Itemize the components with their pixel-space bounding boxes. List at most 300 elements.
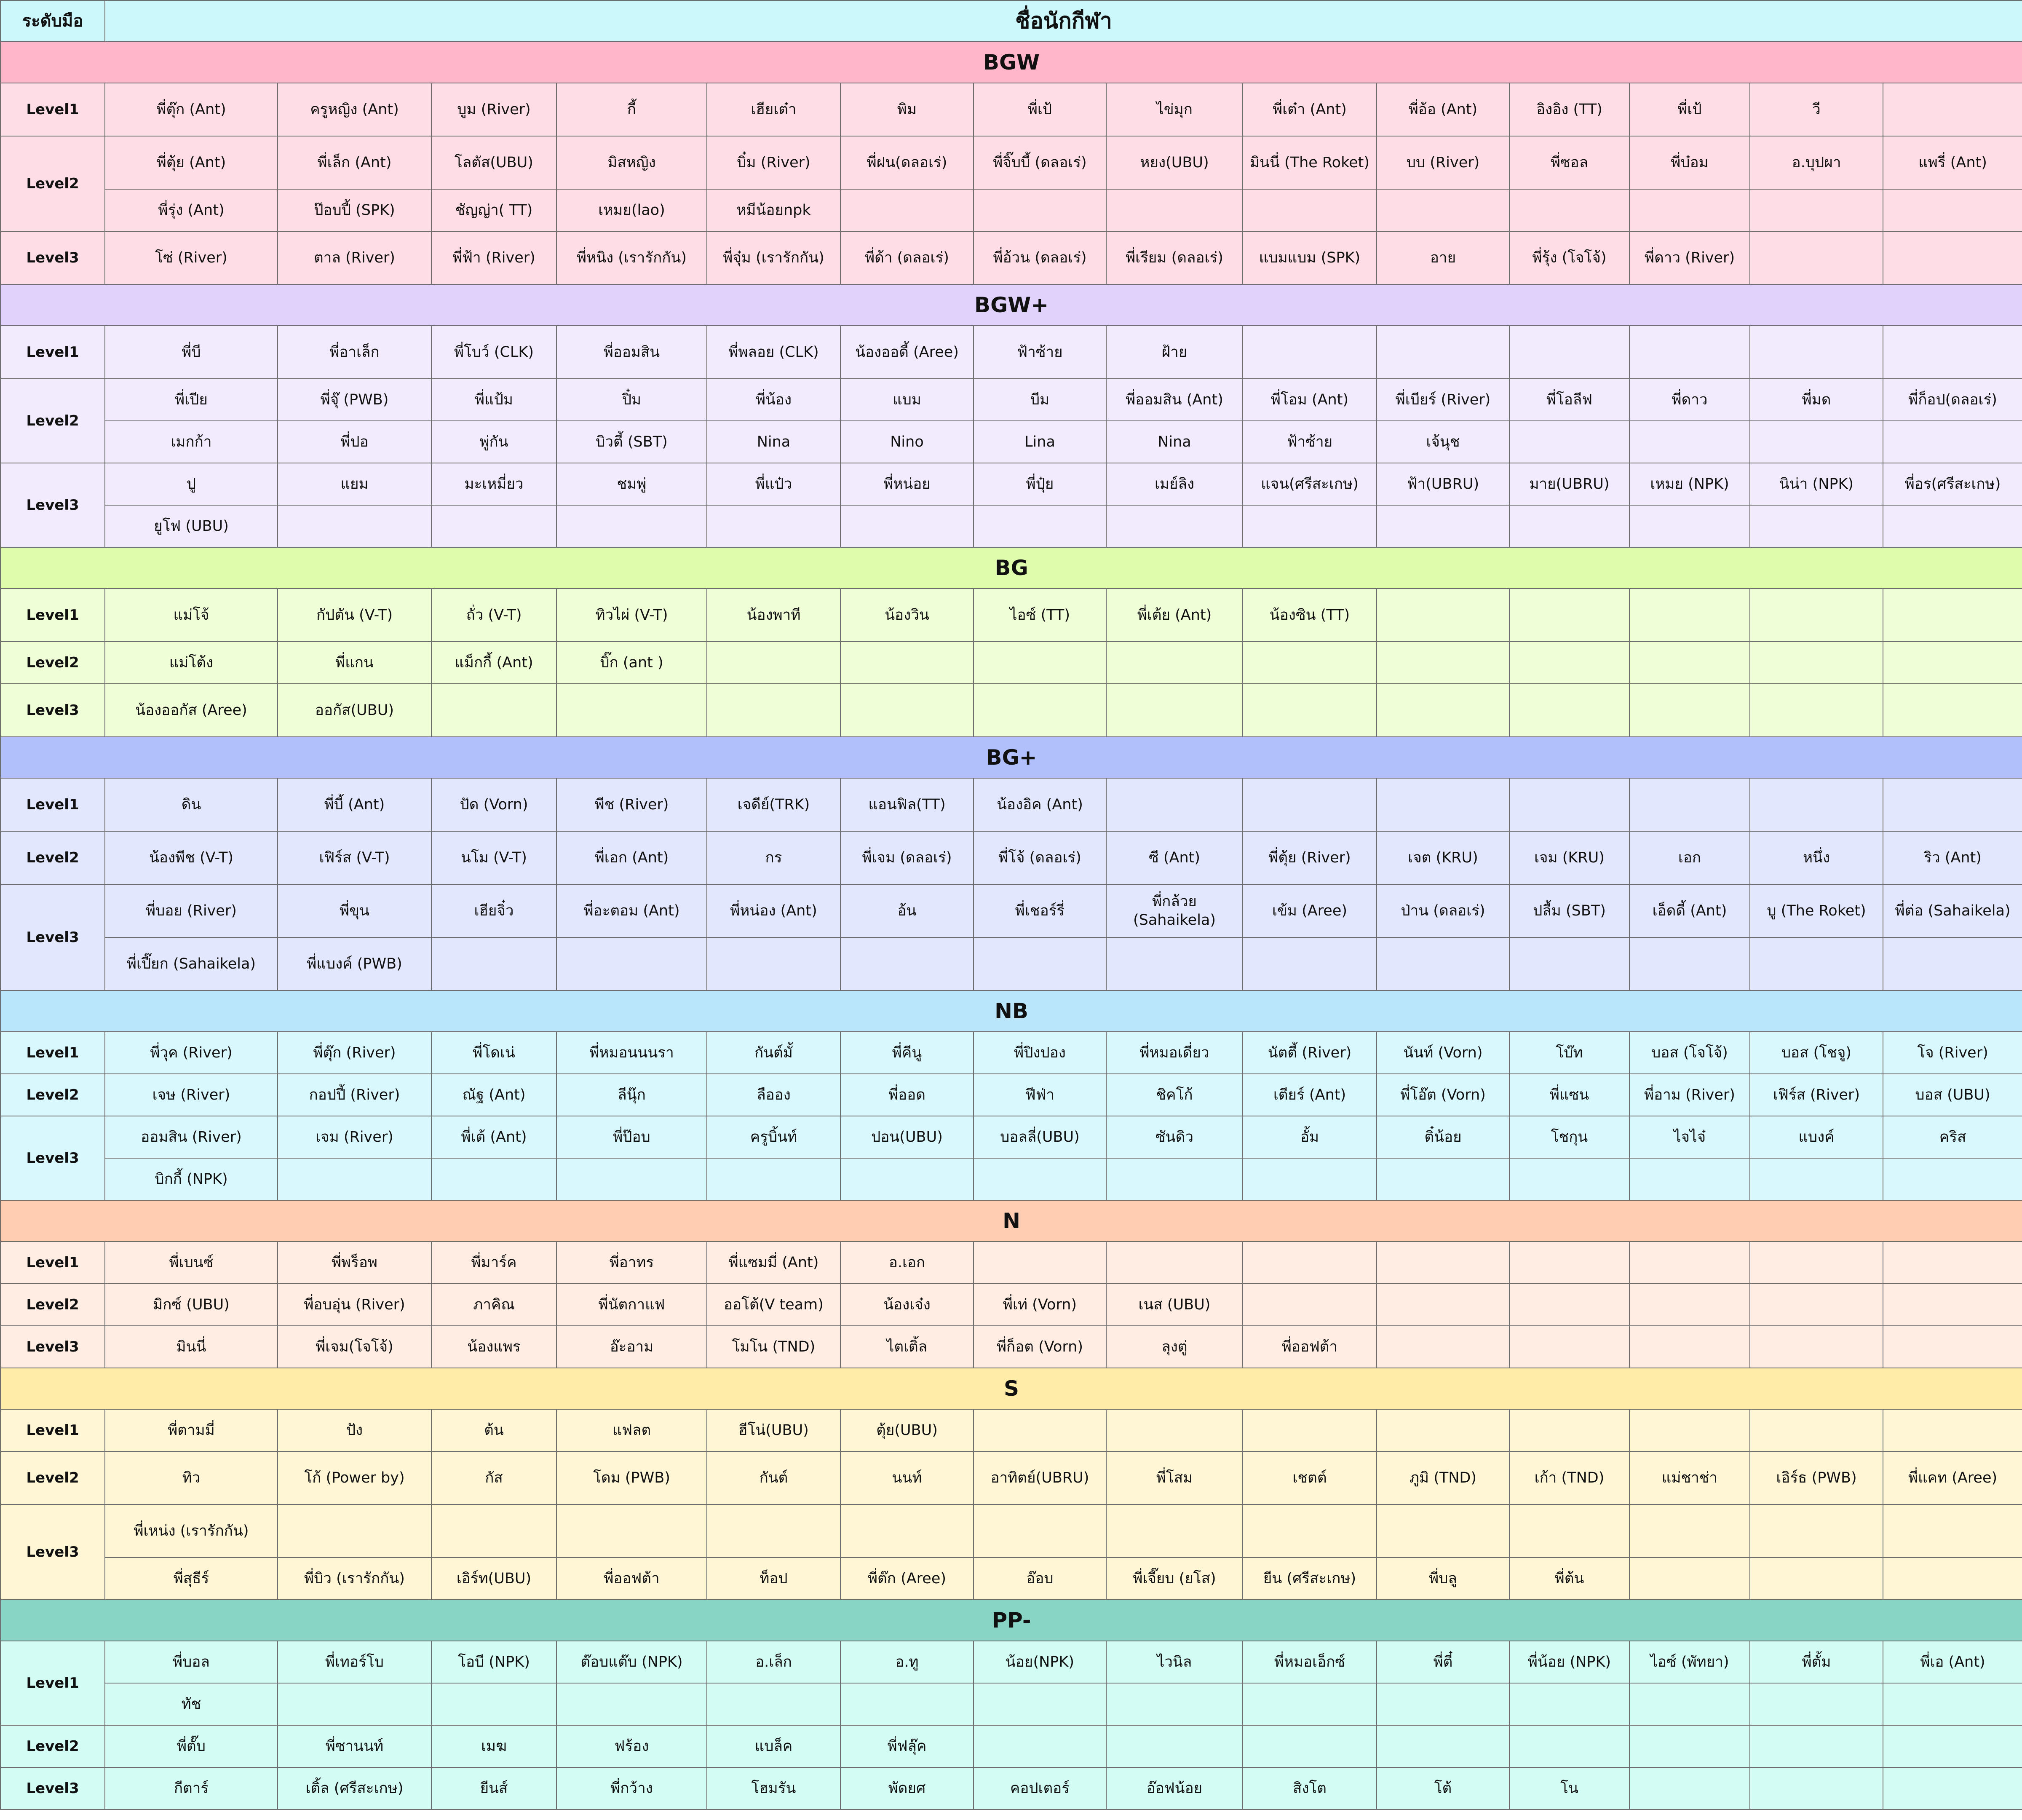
player-cell[interactable] [1377, 505, 1509, 547]
player-cell[interactable] [1883, 684, 2022, 737]
player-cell[interactable]: พี่เท่ (Vorn) [974, 1284, 1106, 1326]
player-cell[interactable]: ปลื้ม (SBT) [1509, 884, 1629, 937]
level-cell[interactable]: Level3 [0, 1116, 105, 1200]
player-cell[interactable] [1509, 684, 1629, 737]
player-cell[interactable]: พี่อ้วน (ดลอเร่) [974, 231, 1106, 284]
player-cell[interactable]: เมฆ [431, 1725, 556, 1767]
player-cell[interactable] [1750, 1725, 1883, 1767]
player-cell[interactable]: พี่กล้วย (Sahaikela) [1106, 884, 1243, 937]
player-cell[interactable]: พี่ต่อ (Sahaikela) [1883, 884, 2022, 937]
player-cell[interactable]: พี่ซานนท์ [278, 1725, 431, 1767]
group-name[interactable]: PP- [0, 1600, 2022, 1641]
level-cell[interactable]: Level2 [0, 379, 105, 463]
player-cell[interactable] [556, 937, 707, 990]
player-cell[interactable] [1750, 1242, 1883, 1284]
level-cell[interactable]: Level3 [0, 1767, 105, 1809]
player-cell[interactable]: ไข่มุก [1106, 83, 1243, 136]
player-cell[interactable] [1883, 778, 2022, 831]
player-cell[interactable] [1509, 1725, 1629, 1767]
player-cell[interactable]: พี่หมอนนนรา [556, 1032, 707, 1074]
player-cell[interactable]: พี่บิว (เรารักกัน) [278, 1558, 431, 1600]
player-cell[interactable] [1377, 1158, 1509, 1200]
player-cell[interactable] [1750, 778, 1883, 831]
player-cell[interactable]: พี่ฟลุ๊ค [840, 1725, 974, 1767]
player-cell[interactable]: ตุ้ย(UBU) [840, 1409, 974, 1451]
player-cell[interactable]: พี่ต้น [1509, 1558, 1629, 1600]
player-cell[interactable]: แฟลต [556, 1409, 707, 1451]
player-cell[interactable] [431, 937, 556, 990]
level-cell[interactable]: Level1 [0, 1032, 105, 1074]
player-cell[interactable] [707, 505, 840, 547]
player-cell[interactable]: ปัด (Vorn) [431, 778, 556, 831]
player-cell[interactable]: มะเหมี่ยว [431, 463, 556, 505]
player-cell[interactable] [278, 505, 431, 547]
player-cell[interactable] [840, 642, 974, 684]
player-cell[interactable] [1243, 189, 1377, 231]
player-cell[interactable]: ลีนุ๊ก [556, 1074, 707, 1116]
player-cell[interactable] [431, 1504, 556, 1558]
level-cell[interactable]: Level1 [0, 1409, 105, 1451]
player-cell[interactable]: โบ๊ท [1509, 1032, 1629, 1074]
player-cell[interactable]: ทัช [105, 1683, 278, 1725]
player-cell[interactable]: พี่มด [1750, 379, 1883, 421]
player-cell[interactable]: พี่เจม(โจโจ้) [278, 1326, 431, 1368]
player-cell[interactable] [1377, 1683, 1509, 1725]
player-cell[interactable]: เนส (UBU) [1106, 1284, 1243, 1326]
player-cell[interactable] [1377, 1504, 1509, 1558]
player-cell[interactable]: พู่กัน [431, 421, 556, 463]
player-cell[interactable]: แบมแบม (SPK) [1243, 231, 1377, 284]
player-cell[interactable] [1106, 1725, 1243, 1767]
player-cell[interactable]: บิกกี้ (NPK) [105, 1158, 278, 1200]
player-cell[interactable]: ต้น [431, 1409, 556, 1451]
player-cell[interactable] [1883, 642, 2022, 684]
player-cell[interactable]: พี่ออฟต้า [1243, 1326, 1377, 1368]
player-cell[interactable] [1377, 778, 1509, 831]
player-cell[interactable]: พี่ป๊อบ [556, 1116, 707, 1158]
player-cell[interactable]: ติ๋น้อย [1377, 1116, 1509, 1158]
player-cell[interactable] [1509, 1504, 1629, 1558]
level-cell[interactable]: Level1 [0, 589, 105, 642]
player-cell[interactable]: พี่ฟ้า (River) [431, 231, 556, 284]
player-cell[interactable]: ณัฐ (Ant) [431, 1074, 556, 1116]
player-cell[interactable]: ออกัส(UBU) [278, 684, 431, 737]
player-cell[interactable] [1750, 231, 1883, 284]
player-cell[interactable]: แม่โต้ง [105, 642, 278, 684]
player-cell[interactable]: พี่แซน [1509, 1074, 1629, 1116]
player-cell[interactable]: พี่สุธีร์ [105, 1558, 278, 1600]
player-cell[interactable] [1509, 189, 1629, 231]
player-cell[interactable] [1243, 1284, 1377, 1326]
player-cell[interactable]: ยีน (ศรีสะเกษ) [1243, 1558, 1377, 1600]
player-cell[interactable] [278, 1683, 431, 1725]
player-cell[interactable] [1243, 1409, 1377, 1451]
player-cell[interactable]: เชตต์ [1243, 1451, 1377, 1504]
group-name[interactable]: NB [0, 990, 2022, 1032]
player-cell[interactable] [1883, 1326, 2022, 1368]
player-cell[interactable]: เอ็ดดี้ (Ant) [1629, 884, 1750, 937]
player-cell[interactable]: น้องแพร [431, 1326, 556, 1368]
player-cell[interactable]: พี่โสม [1106, 1451, 1243, 1504]
player-cell[interactable] [1750, 421, 1883, 463]
player-cell[interactable] [1629, 1725, 1750, 1767]
player-cell[interactable]: พี่พร็อพ [278, 1242, 431, 1284]
player-cell[interactable]: พี่ต๊ก (Aree) [840, 1558, 974, 1600]
player-cell[interactable]: พี่อาเล็ก [278, 326, 431, 379]
player-cell[interactable]: พี่หมอเดี่ยว [1106, 1032, 1243, 1074]
player-cell[interactable]: พี่จุ๊ (PWB) [278, 379, 431, 421]
player-cell[interactable]: ครูหญิง (Ant) [278, 83, 431, 136]
player-cell[interactable]: พี่อ้อ (Ant) [1377, 83, 1509, 136]
player-cell[interactable] [1509, 1409, 1629, 1451]
player-cell[interactable]: คอปเตอร์ [974, 1767, 1106, 1809]
player-cell[interactable] [1106, 1158, 1243, 1200]
player-cell[interactable]: พี่หน่อย [840, 463, 974, 505]
player-cell[interactable] [840, 1504, 974, 1558]
player-cell[interactable]: ภูมิ (TND) [1377, 1451, 1509, 1504]
player-cell[interactable] [974, 1683, 1106, 1725]
level-cell[interactable]: Level3 [0, 884, 105, 990]
player-cell[interactable]: พี่ตั๊บ [105, 1725, 278, 1767]
player-cell[interactable]: เจต (KRU) [1377, 831, 1509, 884]
player-cell[interactable]: ไตเติ้ล [840, 1326, 974, 1368]
level-cell[interactable]: Level2 [0, 136, 105, 231]
player-cell[interactable]: แยม [278, 463, 431, 505]
level-cell[interactable]: Level2 [0, 831, 105, 884]
player-cell[interactable] [1377, 326, 1509, 379]
player-cell[interactable] [556, 684, 707, 737]
player-cell[interactable] [840, 505, 974, 547]
player-cell[interactable]: พี่เจม (ดลอเร่) [840, 831, 974, 884]
player-cell[interactable]: มิสหญิง [556, 136, 707, 189]
player-cell[interactable]: พี่โอ๊ต (Vorn) [1377, 1074, 1509, 1116]
player-cell[interactable]: อั้ม [1243, 1116, 1377, 1158]
player-cell[interactable]: พี่ออด [840, 1074, 974, 1116]
player-cell[interactable] [1629, 1326, 1750, 1368]
player-cell[interactable]: พี่เทอร์โบ [278, 1641, 431, 1683]
player-cell[interactable]: กอปปี้ (River) [278, 1074, 431, 1116]
player-cell[interactable]: ยูโฟ (UBU) [105, 505, 278, 547]
player-cell[interactable]: พี่วุค (River) [105, 1032, 278, 1074]
player-cell[interactable]: บู (The Roket) [1750, 884, 1883, 937]
player-cell[interactable] [1106, 778, 1243, 831]
player-cell[interactable]: เมกก้า [105, 421, 278, 463]
player-cell[interactable] [840, 1683, 974, 1725]
player-cell[interactable] [1106, 1409, 1243, 1451]
player-cell[interactable]: พี่อาทร [556, 1242, 707, 1284]
player-cell[interactable]: พี่บี [105, 326, 278, 379]
player-cell[interactable]: บบ (River) [1377, 136, 1509, 189]
player-cell[interactable] [556, 505, 707, 547]
player-cell[interactable]: แอนฟิล(TT) [840, 778, 974, 831]
player-cell[interactable]: เจ้นุช [1377, 421, 1509, 463]
player-cell[interactable]: ท็อป [707, 1558, 840, 1600]
level-cell[interactable]: Level2 [0, 1284, 105, 1326]
player-cell[interactable]: แจน(ศรีสะเกษ) [1243, 463, 1377, 505]
player-cell[interactable]: Nina [707, 421, 840, 463]
player-cell[interactable]: แม่ชาช่า [1629, 1451, 1750, 1504]
player-cell[interactable]: ดิน [105, 778, 278, 831]
player-cell[interactable]: พี่มาร์ค [431, 1242, 556, 1284]
player-cell[interactable] [1509, 326, 1629, 379]
player-cell[interactable]: พี่แบงค์ (PWB) [278, 937, 431, 990]
player-cell[interactable] [1243, 1504, 1377, 1558]
player-cell[interactable] [1509, 937, 1629, 990]
player-cell[interactable]: มินนี่ [105, 1326, 278, 1368]
player-cell[interactable] [1509, 589, 1629, 642]
player-cell[interactable]: พี่เล็ก (Ant) [278, 136, 431, 189]
player-cell[interactable] [1629, 589, 1750, 642]
player-cell[interactable]: น้องอิค (Ant) [974, 778, 1106, 831]
player-cell[interactable]: ริว (Ant) [1883, 831, 2022, 884]
player-cell[interactable]: เหมย(lao) [556, 189, 707, 231]
player-cell[interactable]: ไอซ์ (พัทยา) [1629, 1641, 1750, 1683]
player-cell[interactable]: แม็กกี้ (Ant) [431, 642, 556, 684]
player-cell[interactable] [1883, 1683, 2022, 1725]
player-cell[interactable] [1106, 505, 1243, 547]
player-cell[interactable]: แพรี่ (Ant) [1883, 136, 2022, 189]
player-cell[interactable]: เฮียเต๋า [707, 83, 840, 136]
player-cell[interactable]: ฟ้าซ้าย [974, 326, 1106, 379]
player-cell[interactable] [1629, 1284, 1750, 1326]
player-cell[interactable] [1629, 1504, 1750, 1558]
player-cell[interactable] [1629, 1409, 1750, 1451]
player-cell[interactable]: พี่ปิงปอง [974, 1032, 1106, 1074]
player-cell[interactable]: มิกซ์ (UBU) [105, 1284, 278, 1326]
player-cell[interactable]: โชกุน [1509, 1116, 1629, 1158]
player-cell[interactable]: นนท์ [840, 1451, 974, 1504]
player-cell[interactable]: ถั่ว (V-T) [431, 589, 556, 642]
player-cell[interactable] [1243, 684, 1377, 737]
player-cell[interactable]: แม่โจ้ [105, 589, 278, 642]
player-cell[interactable]: ป่าน (ดลอเร่) [1377, 884, 1509, 937]
player-cell[interactable]: พี่ออมสิน (Ant) [1106, 379, 1243, 421]
player-cell[interactable]: พี่หมอเอ็กซ์ [1243, 1641, 1377, 1683]
player-cell[interactable] [974, 1409, 1106, 1451]
player-cell[interactable] [707, 1158, 840, 1200]
player-cell[interactable]: พี่ออมสิน [556, 326, 707, 379]
player-cell[interactable] [1750, 326, 1883, 379]
player-cell[interactable] [974, 1158, 1106, 1200]
group-name[interactable]: BG [0, 547, 2022, 589]
level-cell[interactable]: Level1 [0, 326, 105, 379]
player-cell[interactable]: ต๊อบแต๊บ (NPK) [556, 1641, 707, 1683]
player-cell[interactable] [974, 1504, 1106, 1558]
player-cell[interactable] [1750, 1409, 1883, 1451]
player-cell[interactable] [974, 642, 1106, 684]
player-cell[interactable] [974, 1242, 1106, 1284]
player-cell[interactable]: หมีน้อยnpk [707, 189, 840, 231]
player-cell[interactable] [1629, 1158, 1750, 1200]
player-cell[interactable]: พี่บลู [1377, 1558, 1509, 1600]
player-cell[interactable] [1243, 778, 1377, 831]
level-cell[interactable]: Level2 [0, 642, 105, 684]
player-cell[interactable]: พี่ปอ [278, 421, 431, 463]
player-cell[interactable]: เฮียจิ๋ว [431, 884, 556, 937]
level-cell[interactable]: Level1 [0, 778, 105, 831]
player-cell[interactable]: บิวตี้ (SBT) [556, 421, 707, 463]
player-cell[interactable]: อ.ทู [840, 1641, 974, 1683]
player-cell[interactable] [431, 684, 556, 737]
group-name[interactable]: N [0, 1200, 2022, 1242]
player-cell[interactable]: โมโน (TND) [707, 1326, 840, 1368]
player-cell[interactable] [1629, 326, 1750, 379]
player-cell[interactable]: พี่อบอุ่น (River) [278, 1284, 431, 1326]
player-cell[interactable]: บอส (โชจู) [1750, 1032, 1883, 1074]
player-cell[interactable]: พี่เบียร์ (River) [1377, 379, 1509, 421]
player-cell[interactable]: พี่ดาว (River) [1629, 231, 1750, 284]
player-cell[interactable]: พี่แป้ม [431, 379, 556, 421]
player-cell[interactable]: พัดยศ [840, 1767, 974, 1809]
level-cell[interactable]: Level3 [0, 231, 105, 284]
player-cell[interactable]: เหมย (NPK) [1629, 463, 1750, 505]
player-cell[interactable]: โต้ [1377, 1767, 1509, 1809]
player-cell[interactable]: น้องเจ๋ง [840, 1284, 974, 1326]
player-cell[interactable] [840, 1158, 974, 1200]
player-cell[interactable]: ทิวไผ่ (V-T) [556, 589, 707, 642]
player-cell[interactable] [1377, 589, 1509, 642]
player-cell[interactable] [1883, 589, 2022, 642]
player-cell[interactable]: กัส [431, 1451, 556, 1504]
player-cell[interactable] [1750, 589, 1883, 642]
player-cell[interactable]: ออโต้(V team) [707, 1284, 840, 1326]
player-cell[interactable] [1509, 1326, 1629, 1368]
player-cell[interactable]: พี่โบว์ (CLK) [431, 326, 556, 379]
player-cell[interactable]: พี่เป้ [1629, 83, 1750, 136]
player-cell[interactable]: ปอน(UBU) [840, 1116, 974, 1158]
player-cell[interactable]: ออมสิน (River) [105, 1116, 278, 1158]
player-cell[interactable]: เจดีย์(TRK) [707, 778, 840, 831]
player-cell[interactable]: พี่เรียม (ดลอเร่) [1106, 231, 1243, 284]
player-cell[interactable] [1750, 1326, 1883, 1368]
player-cell[interactable] [974, 505, 1106, 547]
player-cell[interactable] [707, 684, 840, 737]
player-cell[interactable]: น้องซิน (TT) [1243, 589, 1377, 642]
player-cell[interactable]: พี่เชอร์รี่ [974, 884, 1106, 937]
player-cell[interactable] [1883, 1558, 2022, 1600]
player-cell[interactable]: นโม (V-T) [431, 831, 556, 884]
player-cell[interactable]: ชิคโก้ [1106, 1074, 1243, 1116]
player-cell[interactable] [431, 1683, 556, 1725]
player-cell[interactable]: ป๊อบปี้ (SPK) [278, 189, 431, 231]
player-cell[interactable]: พี่ปุ๋ย [974, 463, 1106, 505]
player-cell[interactable] [1243, 642, 1377, 684]
player-cell[interactable]: กันต์มั้ [707, 1032, 840, 1074]
player-cell[interactable]: อิงอิง (TT) [1509, 83, 1629, 136]
player-cell[interactable]: เก้า (TND) [1509, 1451, 1629, 1504]
player-cell[interactable]: พี่เปี๊ยก (Sahaikela) [105, 937, 278, 990]
player-cell[interactable]: เติ้ล (ศรีสะเกษ) [278, 1767, 431, 1809]
player-cell[interactable]: อาย [1377, 231, 1509, 284]
player-cell[interactable] [1243, 937, 1377, 990]
player-cell[interactable] [1750, 189, 1883, 231]
player-cell[interactable]: เจม (KRU) [1509, 831, 1629, 884]
player-cell[interactable] [1883, 505, 2022, 547]
player-cell[interactable]: โดม (PWB) [556, 1451, 707, 1504]
player-cell[interactable]: ชมพู่ [556, 463, 707, 505]
player-cell[interactable]: สิงโต [1243, 1767, 1377, 1809]
player-cell[interactable]: แบล็ค [707, 1725, 840, 1767]
player-cell[interactable] [1243, 1725, 1377, 1767]
player-cell[interactable] [1106, 1504, 1243, 1558]
player-cell[interactable]: พี่นัตกาแฟ [556, 1284, 707, 1326]
player-cell[interactable] [1243, 1242, 1377, 1284]
player-cell[interactable]: พี่โจ้ (ดลอเร่) [974, 831, 1106, 884]
player-cell[interactable]: พี่คีนู [840, 1032, 974, 1074]
player-cell[interactable]: ทิว [105, 1451, 278, 1504]
player-cell[interactable]: พี่เต้ (Ant) [431, 1116, 556, 1158]
player-cell[interactable]: น้อย(NPK) [974, 1641, 1106, 1683]
player-cell[interactable]: พี่หนิง (เรารักกัน) [556, 231, 707, 284]
player-cell[interactable] [1883, 83, 2022, 136]
player-cell[interactable]: บิ๋ม (River) [707, 136, 840, 189]
player-cell[interactable]: ปัง [278, 1409, 431, 1451]
player-cell[interactable]: พี่น้อง [707, 379, 840, 421]
player-cell[interactable]: ลืออง [707, 1074, 840, 1116]
player-cell[interactable]: โจ (River) [1883, 1032, 2022, 1074]
player-cell[interactable]: มาย(UBRU) [1509, 463, 1629, 505]
player-cell[interactable]: น้องพาที [707, 589, 840, 642]
group-name[interactable]: S [0, 1368, 2022, 1409]
player-cell[interactable] [1243, 1158, 1377, 1200]
player-cell[interactable]: พี่แซมมี่ (Ant) [707, 1242, 840, 1284]
player-cell[interactable] [1377, 189, 1509, 231]
player-cell[interactable] [431, 1158, 556, 1200]
player-cell[interactable]: Lina [974, 421, 1106, 463]
player-cell[interactable] [1377, 1326, 1509, 1368]
player-cell[interactable] [1106, 642, 1243, 684]
player-cell[interactable] [974, 189, 1106, 231]
player-cell[interactable] [1750, 937, 1883, 990]
player-cell[interactable]: เอิร์ธ (PWB) [1750, 1451, 1883, 1504]
player-cell[interactable] [1629, 1683, 1750, 1725]
player-cell[interactable]: แบงค์ [1750, 1116, 1883, 1158]
player-cell[interactable]: ซันดิว [1106, 1116, 1243, 1158]
player-cell[interactable]: ตาล (River) [278, 231, 431, 284]
player-cell[interactable]: ซี (Ant) [1106, 831, 1243, 884]
player-cell[interactable] [1629, 505, 1750, 547]
level-cell[interactable]: Level2 [0, 1451, 105, 1504]
player-cell[interactable]: พี่หน่อง (Ant) [707, 884, 840, 937]
player-cell[interactable]: พี่จุ๋ม (เรารักกัน) [707, 231, 840, 284]
player-cell[interactable] [556, 1683, 707, 1725]
player-cell[interactable]: พี่ตี๋ [1377, 1641, 1509, 1683]
player-cell[interactable] [1629, 1767, 1750, 1809]
player-cell[interactable]: พี่รุ้ง (โจโจ้) [1509, 231, 1629, 284]
player-cell[interactable]: ฟ้าซ้าย [1243, 421, 1377, 463]
player-cell[interactable] [1509, 1242, 1629, 1284]
player-cell[interactable]: เจษ (River) [105, 1074, 278, 1116]
player-cell[interactable]: พี่เอ (Ant) [1883, 1641, 2022, 1683]
player-cell[interactable] [1106, 189, 1243, 231]
player-cell[interactable]: พี่ก็อต (Vorn) [974, 1326, 1106, 1368]
player-cell[interactable] [1750, 684, 1883, 737]
player-cell[interactable] [1629, 1242, 1750, 1284]
player-cell[interactable] [1509, 505, 1629, 547]
player-cell[interactable] [974, 937, 1106, 990]
player-cell[interactable] [1106, 1683, 1243, 1725]
player-cell[interactable]: ฮีโน่(UBU) [707, 1409, 840, 1451]
player-cell[interactable]: พี่โอม (Ant) [1243, 379, 1377, 421]
player-cell[interactable]: เอก [1629, 831, 1750, 884]
player-cell[interactable] [1243, 326, 1377, 379]
player-cell[interactable]: เมย์ลิง [1106, 463, 1243, 505]
player-cell[interactable] [1629, 778, 1750, 831]
player-cell[interactable]: พี่กว้าง [556, 1767, 707, 1809]
player-cell[interactable] [1750, 1767, 1883, 1809]
player-cell[interactable]: โซ่ (River) [105, 231, 278, 284]
player-cell[interactable] [1509, 421, 1629, 463]
